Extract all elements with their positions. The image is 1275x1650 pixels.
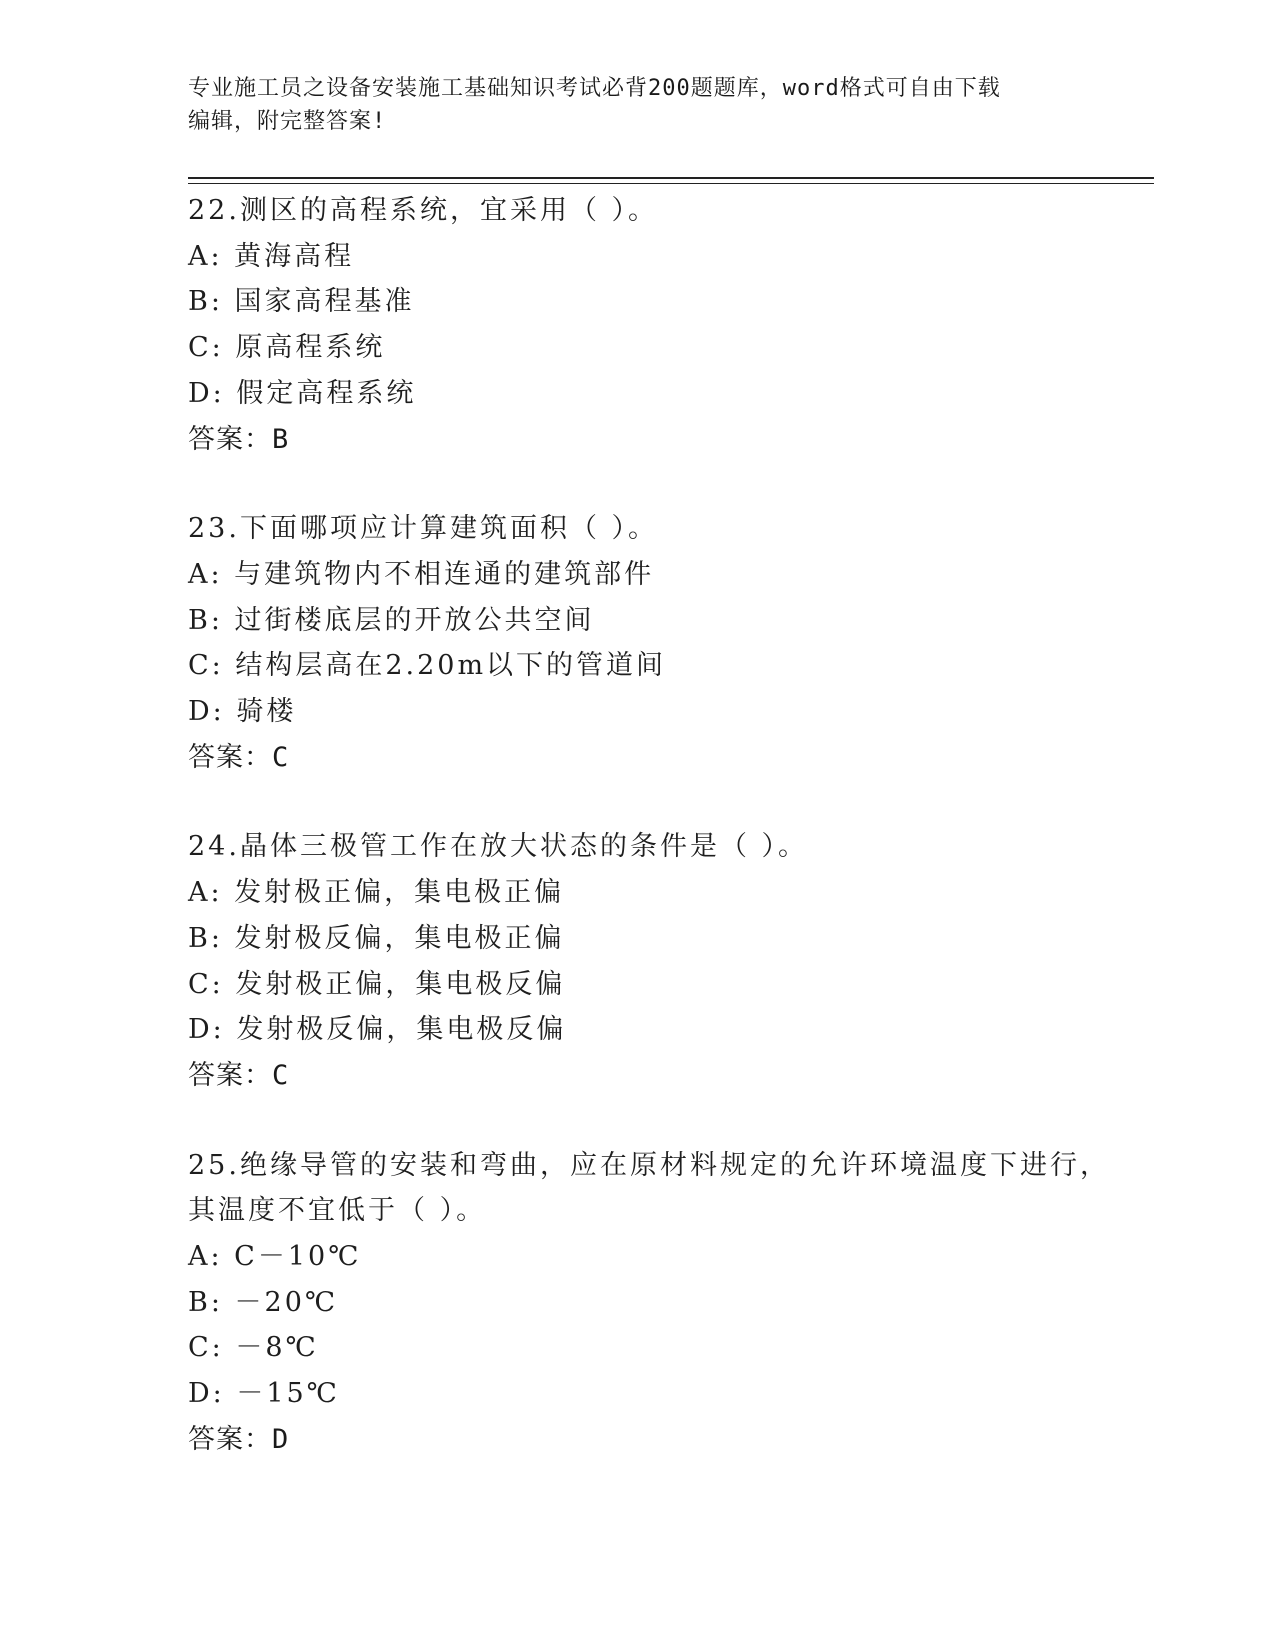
option-b: B: 过街楼底层的开放公共空间 [188,604,595,636]
question-22 [188,188,1154,462]
question-list [188,188,1154,1463]
option-b: B: 发射极反偏，集电极正偏 [188,922,565,954]
question-stem-line-2: 其温度不宜低于（ ）。 [188,1195,487,1227]
question-23 [188,506,1154,780]
option-a: A: 发射极正偏，集电极正偏 [188,877,565,909]
question-stem: 23.下面哪项应计算建筑面积（ ）。 [188,513,659,545]
question-stem-line-1: 25.绝缘导管的安装和弯曲，应在原材料规定的允许环境温度下进行， [188,1149,1110,1181]
option-d: D: －15℃ [188,1378,340,1410]
question-25 [188,1143,1154,1463]
answer-text: 答案：D [188,1423,290,1455]
option-c: C: 结构层高在2.20m以下的管道间 [188,650,667,682]
option-d: D: 发射极反偏，集电极反偏 [188,1014,567,1046]
question-stem: 22.测区的高程系统，宜采用（ ）。 [188,195,659,226]
option-c: C: 原高程系统 [188,332,386,364]
option-b: B: －20℃ [188,1286,339,1318]
header-divider-thick [188,177,1154,179]
document-header [188,72,1068,138]
question-24 [188,824,1154,1098]
option-a: A: 与建筑物内不相连通的建筑部件 [188,558,655,590]
header-line-2: 编辑，附完整答案! [188,109,387,134]
option-d: D: 假定高程系统 [188,377,417,409]
answer-text: 答案：B [188,423,290,455]
header-line-1: 专业施工员之设备安装施工基础知识考试必背200题题库，word格式可自由下载 [188,76,1001,101]
option-c: C: 发射极正偏，集电极反偏 [188,968,566,1000]
option-b: B: 国家高程基准 [188,286,415,318]
option-c: C: －8℃ [188,1332,319,1364]
option-a: A: C－10℃ [188,1241,362,1273]
answer-text: 答案：C [188,1059,290,1091]
option-a: A: 黄海高程 [188,240,355,272]
header-divider-thin [188,183,1154,184]
answer-text: 答案：C [188,741,290,773]
question-stem: 24.晶体三极管工作在放大状态的条件是（ ）。 [188,831,809,863]
option-d: D: 骑楼 [188,696,297,728]
